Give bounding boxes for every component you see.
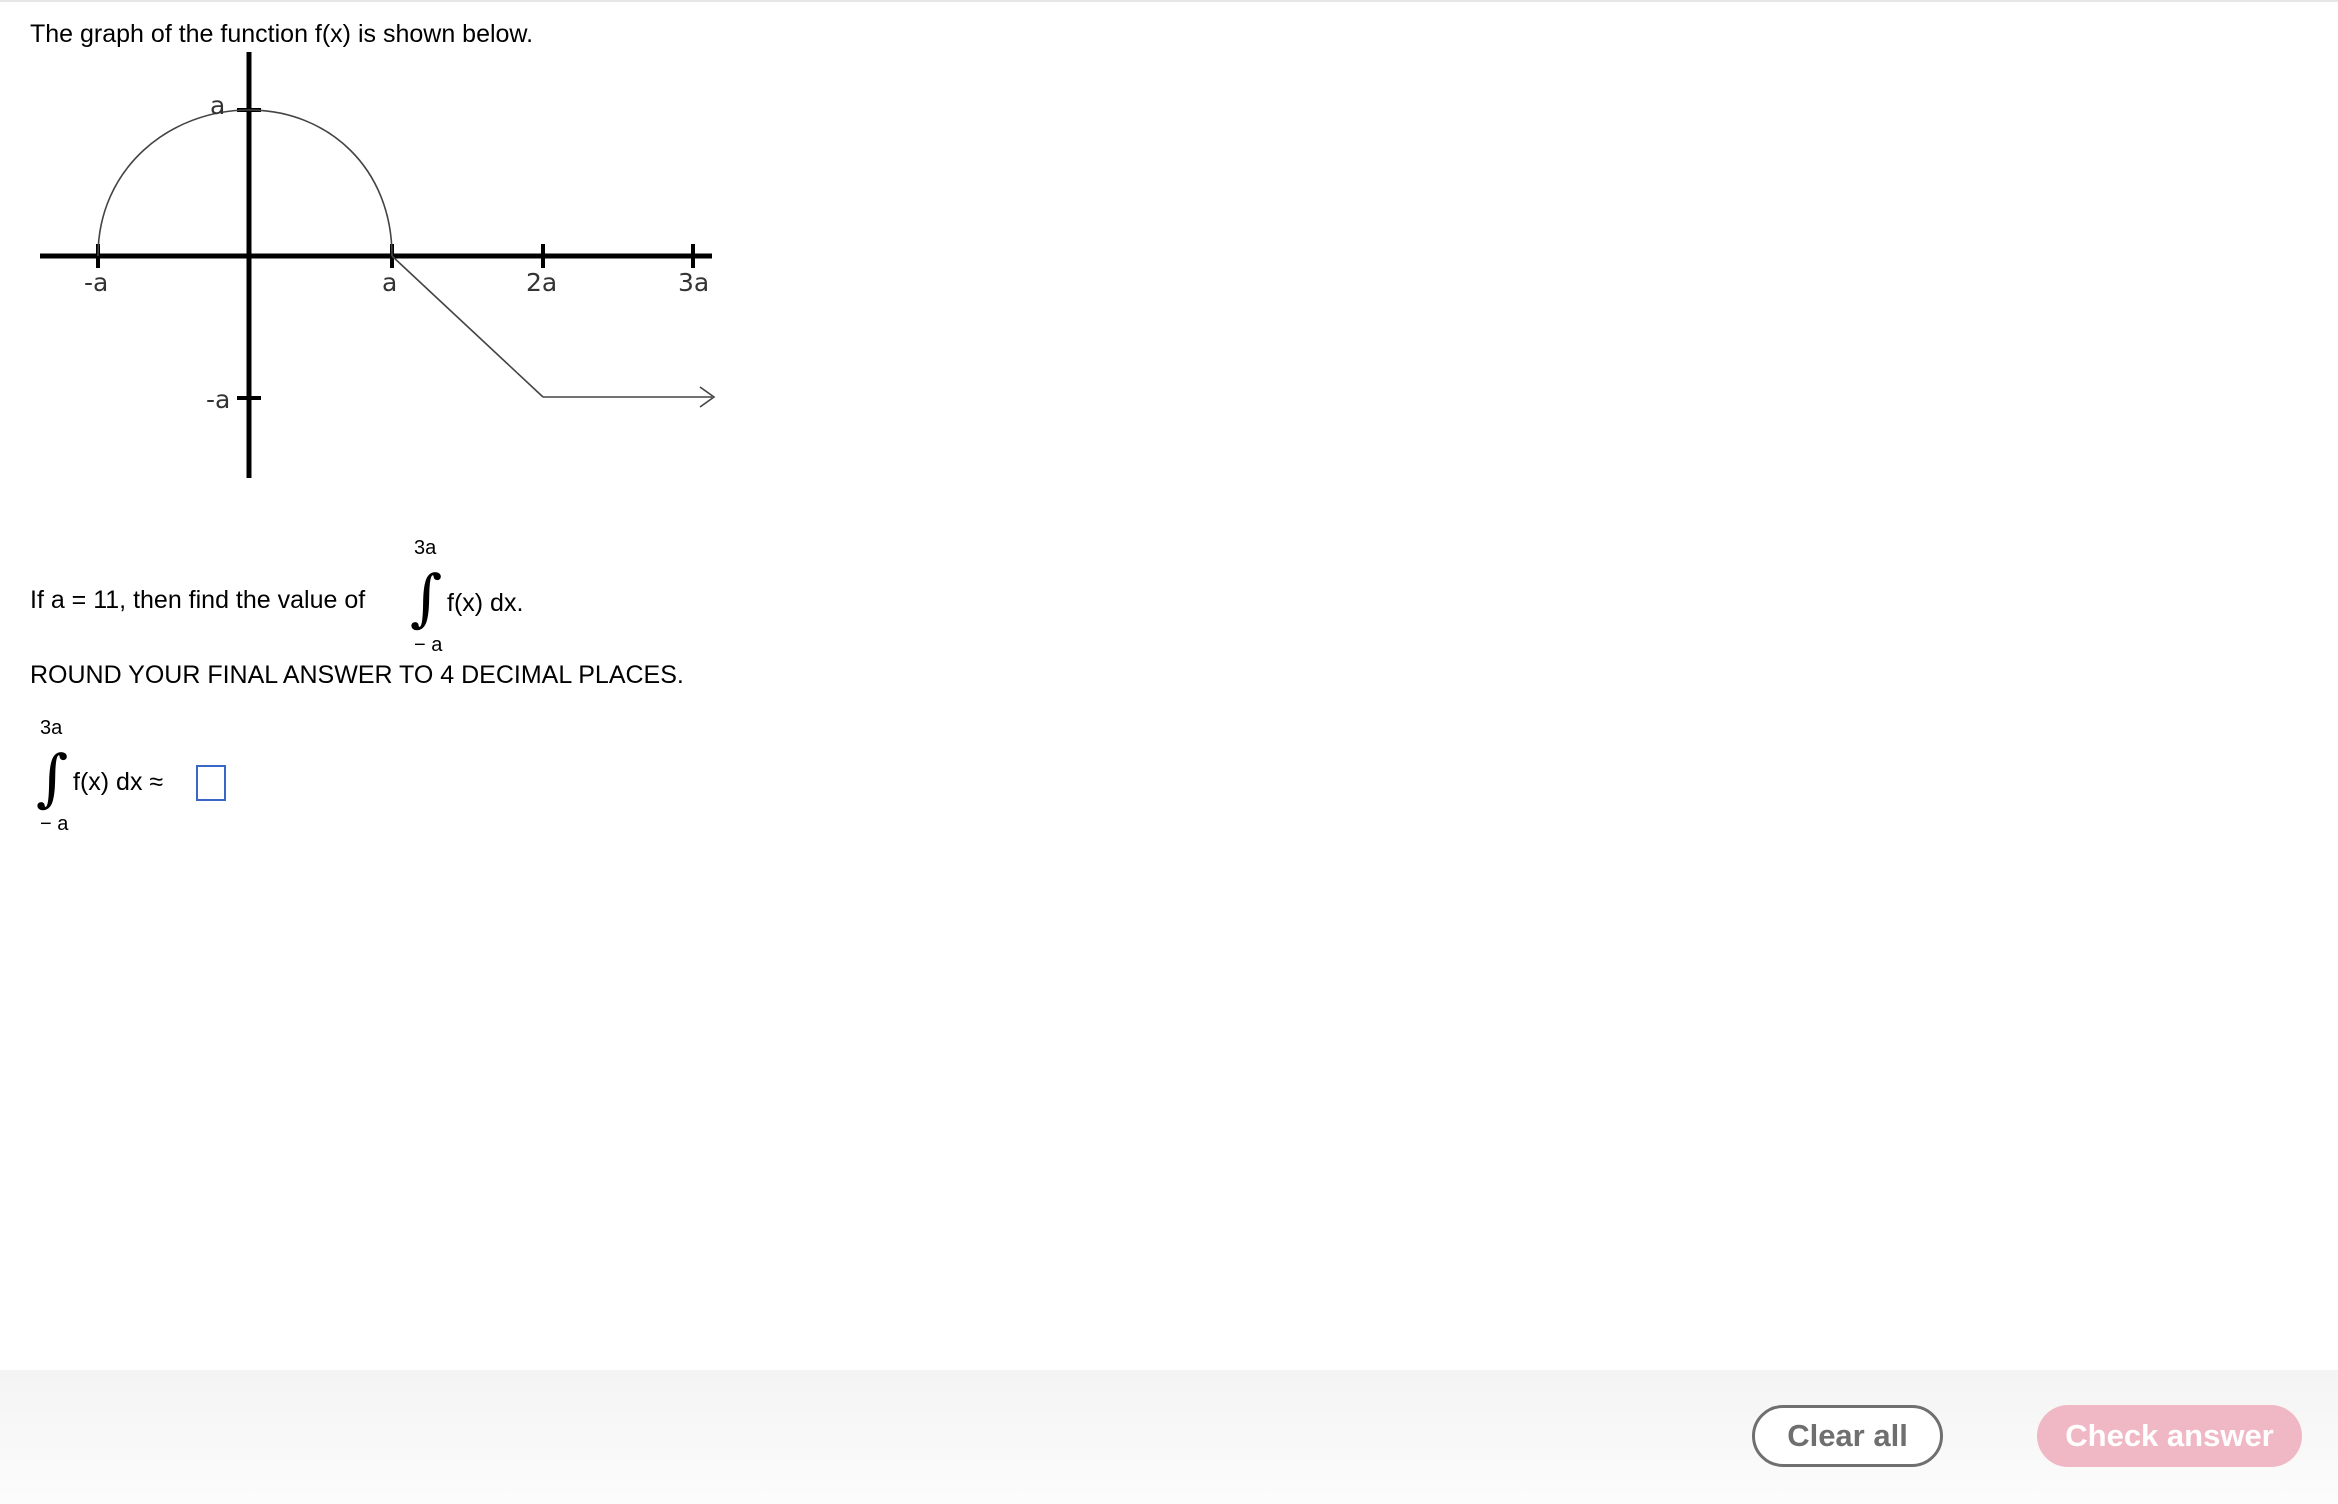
footer-bar [0, 1370, 2338, 1504]
x-tick-label: 3a [678, 268, 710, 297]
question-line [30, 586, 365, 615]
integral-expression: f(x) dx. [447, 589, 524, 617]
x-tick-label: a [382, 268, 398, 297]
x-tick-label: -a [84, 268, 109, 297]
question-prefix: If a = 11, then find the value of [30, 586, 366, 614]
check-answer-button[interactable] [2037, 1405, 2302, 1467]
integral-lower-limit: − a [414, 634, 443, 656]
rounding-instruction: ROUND YOUR FINAL ANSWER TO 4 DECIMAL PLACES. [30, 661, 684, 689]
answer-lower-limit: − a [40, 813, 69, 835]
answer-upper-limit: 3a [40, 717, 63, 739]
clear-all-button[interactable] [1752, 1405, 1943, 1467]
function-graph [30, 48, 730, 488]
decreasing-segment [392, 256, 543, 397]
integral-upper-limit: 3a [414, 537, 437, 559]
answer-input[interactable] [196, 765, 226, 801]
y-tick-label: -a [206, 385, 231, 414]
x-tick-label: 2a [526, 268, 558, 297]
problem-intro: The graph of the function f(x) is shown below. [30, 20, 534, 48]
top-divider [0, 0, 2338, 2]
clear-all-label: Clear all [1787, 1418, 1908, 1453]
y-tick-label: a [210, 91, 226, 120]
semicircle-curve [98, 110, 392, 256]
check-answer-label: Check answer [2065, 1418, 2274, 1453]
answer-integral-sign-icon: ∫ [36, 741, 69, 814]
integral-sign-icon: ∫ [410, 561, 443, 634]
answer-expression: f(x) dx ≈ [73, 768, 164, 796]
